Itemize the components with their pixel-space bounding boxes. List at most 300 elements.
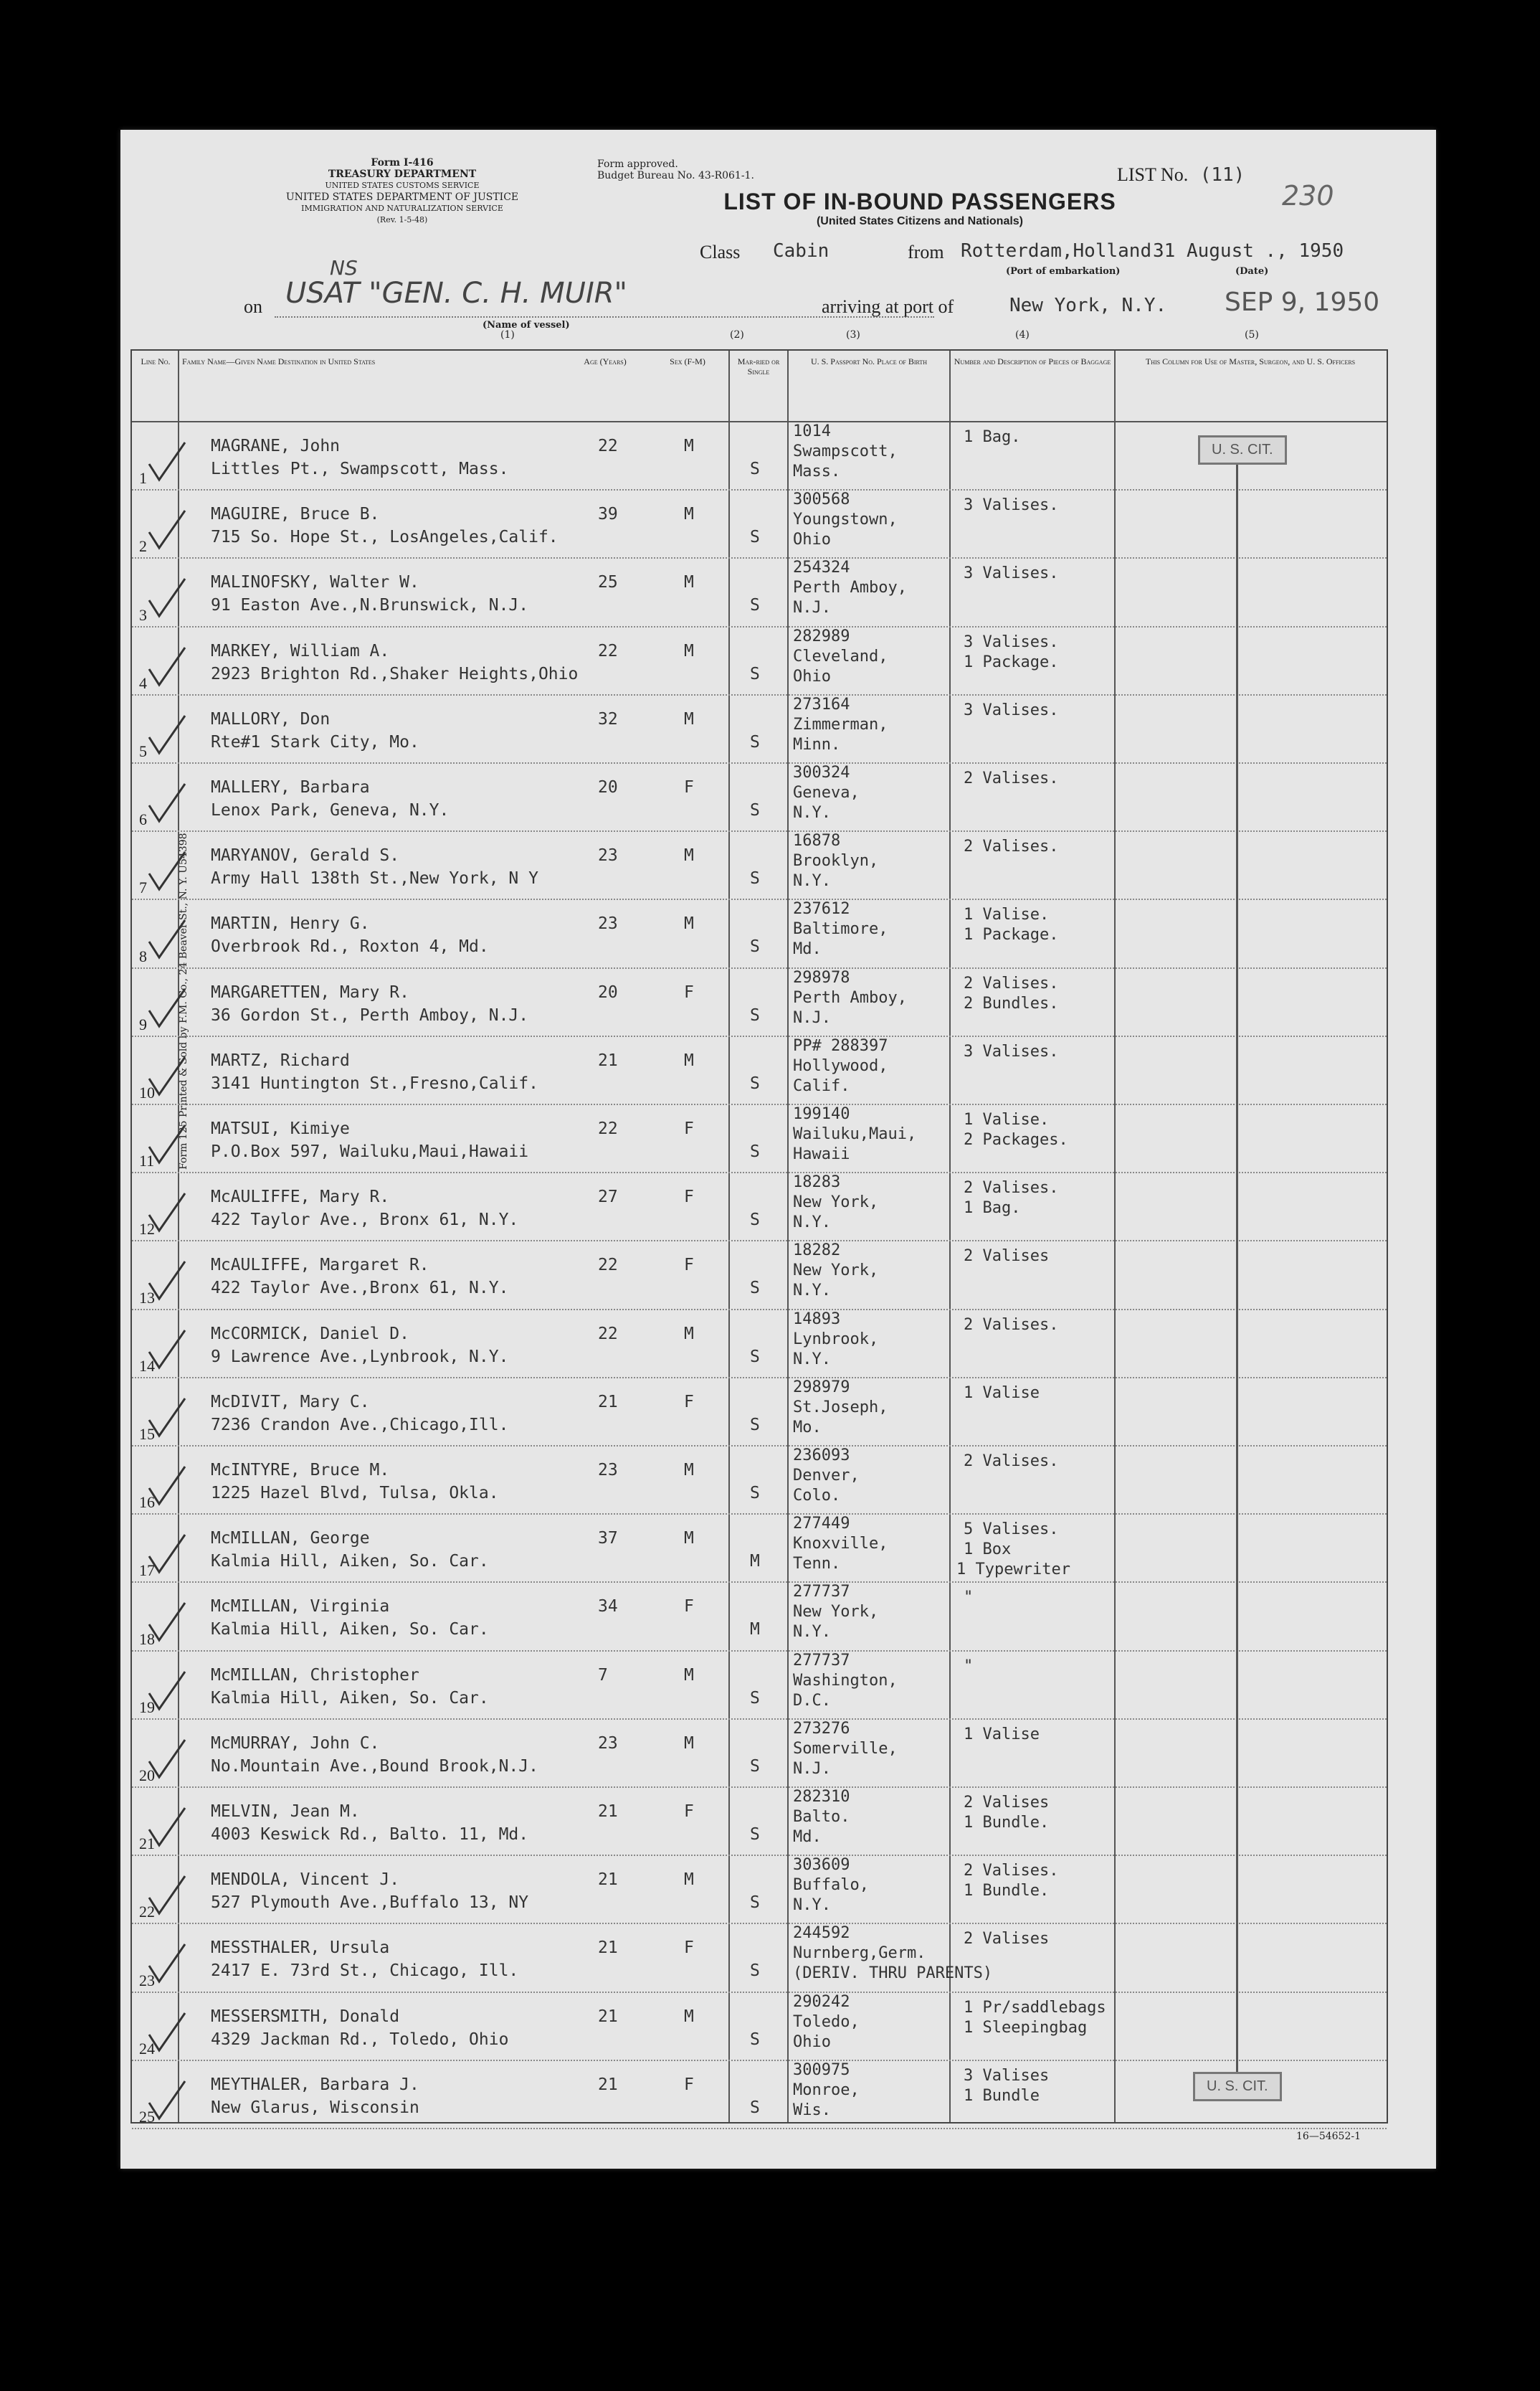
birthplace: Washington, [793,1671,898,1690]
embarkation-port: Rotterdam,Holland [961,240,1152,262]
on-label: on [244,296,262,317]
passenger-sex: M [684,1461,694,1479]
check-mark-icon [146,645,186,688]
birthplace-line2: Ohio [793,2032,831,2051]
treasury-label: TREASURY DEPARTMENT [328,169,477,180]
passenger-sex: F [684,1188,694,1207]
check-mark-icon [146,986,186,1029]
us-cit-stamp-bottom: U. S. CIT. [1193,2072,1282,2101]
birthplace-line2: N.Y. [793,804,831,822]
birthplace-line2: N.Y. [793,1350,831,1368]
passenger-name: MARYANOV, Gerald S. [211,846,400,866]
date-label: (Date) [1235,266,1269,277]
passenger-age: 39 [598,505,618,524]
vessel-name: USAT "GEN. C. H. MUIR" [285,277,627,310]
passenger-address: Kalmia Hill, Aiken, So. Car. [211,1688,489,1708]
vessel-annotation: NS [330,256,358,280]
marital-status: S [750,1005,760,1025]
birthplace: Zimmerman, [793,715,888,734]
line-number: 6 [139,810,147,829]
table-row [132,1447,1387,1515]
line-number: 18 [139,1629,155,1648]
passenger-sex: M [684,1665,694,1685]
check-mark-icon [146,713,186,756]
table-row [132,559,1387,627]
baggage-description: 2 Valises. [964,1179,1059,1198]
passenger-name: McMILLAN, George [211,1529,370,1548]
passport-number: 300975 [793,2060,850,2079]
birthplace: Youngstown, [793,511,898,529]
passenger-sex: M [684,641,694,661]
birthplace-line2: Ohio [793,667,831,686]
passenger-address: 9 Lawrence Ave.,Lynbrook, N.Y. [211,1347,509,1366]
line-number: 7 [139,879,147,897]
passenger-sex: F [684,1597,694,1616]
col-number-3: (3) [846,329,860,341]
passenger-address: 4329 Jackman Rd., Toledo, Ohio [211,2030,509,2049]
passenger-address: No.Mountain Ave.,Bound Brook,N.J. [211,1756,538,1776]
table-row [132,1993,1387,2061]
marital-status: S [750,1142,760,1161]
passenger-sex: F [684,983,694,1002]
passenger-age: 37 [598,1529,618,1548]
birthplace: Baltimore, [793,920,888,939]
table-row [132,1720,1387,1788]
passenger-address: Rte#1 Stark City, Mo. [211,732,419,752]
table-row [132,696,1387,764]
class-label: Class [700,242,741,262]
passenger-name: McINTYRE, Bruce M. [211,1461,390,1479]
table-row [132,1583,1387,1651]
passenger-sex: M [684,1324,694,1343]
birthplace: Buffalo, [793,1876,869,1895]
birthplace: New York, [793,1193,879,1212]
birthplace-line2: Tenn. [793,1555,841,1573]
passenger-age: 23 [598,846,618,866]
baggage-description: 2 Valises. [964,770,1059,787]
line-number: 5 [139,742,147,760]
passport-number: 236093 [793,1447,850,1464]
baggage-description: 3 Valises [964,2066,1050,2085]
passport-number: 277737 [793,1651,850,1670]
passenger-table [130,349,1388,2124]
passenger-name: McAULIFFE, Mary R. [211,1188,390,1207]
passenger-address: 2417 E. 73rd St., Chicago, Ill. [211,1961,519,1981]
passport-number: 303609 [793,1856,850,1875]
check-mark-icon [146,1873,186,1916]
birthplace: Monroe, [793,2080,860,2099]
passenger-age: 21 [598,1870,618,1890]
birthplace-line2: Md. [793,940,822,959]
table-row [132,1310,1387,1378]
passport-number: 273276 [793,1719,850,1738]
passenger-address: 3141 Huntington St.,Fresno,Calif. [211,1074,538,1093]
passenger-address: 422 Taylor Ave.,Bronx 61, N.Y. [211,1279,509,1298]
birthplace-line2: Calif. [793,1076,850,1095]
passport-number: 298979 [793,1378,850,1396]
passenger-address: Overbrook Rd., Roxton 4, Md. [211,937,489,957]
line-number: 13 [139,1288,155,1307]
passenger-sex: M [684,573,694,592]
table-row [132,1378,1387,1447]
birthplace: Balto. [793,1808,850,1826]
passenger-age: 21 [598,1802,618,1821]
passenger-sex: M [684,437,694,455]
baggage-description-2: 1 Bag. [964,1199,1021,1218]
table-row [132,1924,1387,1992]
birthplace: Hollywood, [793,1056,888,1075]
col-header-name: Family Name—Given Name Destination in United States [182,356,376,366]
marital-status: S [750,801,760,820]
passenger-address: Kalmia Hill, Aiken, So. Car. [211,1620,489,1639]
birthplace: Cleveland, [793,647,888,666]
passenger-age: 22 [598,641,618,661]
baggage-description: 1 Valise [964,1725,1040,1743]
passport-number: 277737 [793,1583,850,1601]
passport-number: 298978 [793,968,850,987]
passenger-age: 20 [598,778,618,797]
marital-status: S [750,1893,760,1913]
birthplace: Toledo, [793,2012,860,2031]
marital-status: S [750,869,760,889]
passenger-sex: F [684,2075,694,2094]
check-mark-icon [146,781,186,824]
baggage-description: 2 Valises. [964,1452,1059,1470]
justice-label: UNITED STATES DEPARTMENT OF JUSTICE [285,191,519,203]
table-row [132,1652,1387,1720]
line-number: 8 [139,947,147,965]
baggage-description: " [964,1657,974,1675]
passenger-sex: M [684,1529,694,1548]
passenger-name: McCORMICK, Daniel D. [211,1324,409,1343]
passenger-name: MATSUI, Kimiye [211,1119,350,1138]
passenger-name: MAGUIRE, Bruce B. [211,505,380,524]
passenger-age: 34 [598,1597,618,1616]
check-mark-icon [146,1669,186,1712]
baggage-description-2: 1 Bundle. [964,1814,1050,1832]
passenger-name: MELVIN, Jean M. [211,1802,360,1821]
passenger-sex: F [684,1256,694,1275]
check-mark-icon [146,1805,186,1848]
birthplace: Lynbrook, [793,1330,879,1348]
passenger-name: MARKEY, William A. [211,641,390,661]
line-number: 12 [139,1220,155,1239]
baggage-description: 3 Valises. [964,496,1059,515]
passenger-age: 21 [598,1392,618,1411]
passenger-address: 36 Gordon St., Perth Amboy, N.J. [211,1005,529,1025]
birthplace-line2: Colo. [793,1487,841,1505]
passenger-age: 21 [598,2075,618,2094]
passenger-name: MEYTHALER, Barbara J. [211,2075,419,2094]
baggage-description: 1 Bag. [964,428,1021,446]
passenger-name: McMILLAN, Christopher [211,1665,419,1685]
passenger-address: P.O.Box 597, Wailuku,Maui,Hawaii [211,1142,529,1161]
line-number: 3 [139,605,147,624]
col-header-married: Mar-ried or Single [737,356,780,377]
check-mark-icon [146,508,186,551]
col-number-2: (2) [730,329,744,341]
passenger-age: 23 [598,914,618,934]
passport-number: 282989 [793,627,850,645]
baggage-description: 3 Valises. [964,564,1059,583]
marital-status: S [750,1074,760,1093]
passenger-address: Littles Pt., Swampscott, Mass. [211,460,509,478]
passenger-name: MENDOLA, Vincent J. [211,1870,400,1890]
passport-number: 237612 [793,900,850,919]
passenger-age: 23 [598,1733,618,1753]
line-number: 19 [139,1698,155,1716]
passenger-address: Army Hall 138th St.,New York, N Y [211,869,538,889]
marital-status: S [750,664,760,683]
us-cit-stamp-top: U. S. CIT. [1198,435,1287,465]
passenger-sex: M [684,914,694,934]
baggage-description-2: 2 Bundles. [964,994,1059,1013]
marital-status: S [750,1961,760,1981]
marital-status: S [750,1415,760,1434]
check-mark-icon [146,440,186,483]
marital-status: S [750,1756,760,1776]
table-row [132,1173,1387,1241]
baggage-description: 2 Valises [964,1247,1050,1266]
passenger-sex: M [684,709,694,729]
passenger-age: 23 [598,1461,618,1479]
check-mark-icon [146,1190,186,1234]
line-number: 21 [139,1834,155,1853]
birthplace: Somerville, [793,1739,898,1758]
birthplace-line2: N.J. [793,599,831,617]
check-mark-icon [146,1737,186,1780]
check-mark-icon [146,1259,186,1302]
line-number: 22 [139,1903,155,1921]
from-label: from [908,242,944,262]
birthplace: St.Joseph, [793,1398,888,1416]
passport-number: 300568 [793,491,850,509]
birthplace-line2: N.Y. [793,1213,831,1232]
line-number: 1 [139,469,147,488]
baggage-description: 2 Valises [964,1794,1050,1812]
passport-number: PP# 288397 [793,1036,888,1055]
table-row [132,1105,1387,1173]
passenger-age: 27 [598,1188,618,1207]
baggage-description-3: 1 Typewriter [956,1561,1070,1579]
marital-status: S [750,1484,760,1502]
marital-status: S [750,1211,760,1230]
baggage-description: 2 Valises. [964,838,1059,856]
passenger-name: MARGARETTEN, Mary R. [211,983,409,1002]
us-cit-line [1236,440,1238,2079]
passport-number: 290242 [793,1992,850,2011]
marital-status: S [750,2030,760,2049]
baggage-description: 1 Valise. [964,1111,1050,1129]
check-mark-icon [146,576,186,619]
passenger-sex: M [684,505,694,524]
passenger-address: Lenox Park, Geneva, N.Y. [211,801,450,820]
passport-number: 1014 [793,422,831,440]
table-row [132,1856,1387,1924]
table-row [132,900,1387,968]
departure-date: 31 August ., 1950 [1153,240,1344,262]
birthplace-line2: (DERIV. THRU PARENTS) [793,1964,993,1983]
line-number: 9 [139,1015,147,1033]
passenger-sex: M [684,1870,694,1890]
passport-number: 273164 [793,695,850,714]
budget-bureau: Budget Bureau No. 43-R061-1. [597,170,754,181]
passenger-name: MARTZ, Richard [211,1051,350,1070]
passenger-address: New Glarus, Wisconsin [211,2098,419,2117]
baggage-description-2: 2 Packages. [964,1131,1068,1149]
table-row [132,764,1387,832]
line-number: 11 [139,1152,155,1170]
birthplace: Perth Amboy, [793,988,907,1007]
passenger-address: 91 Easton Ave.,N.Brunswick, N.J. [211,596,529,615]
line-number: 10 [139,1083,155,1102]
arrival-date-stamp: SEP 9, 1950 [1225,288,1380,317]
passenger-age: 22 [598,1256,618,1275]
passenger-age: 20 [598,983,618,1002]
birthplace-line2: Minn. [793,735,841,754]
table-row [132,1037,1387,1105]
page-stamp: 230 [1282,180,1334,212]
page-subtitle: (United States Citizens and Nationals) [816,215,1024,227]
line-number: 14 [139,1356,155,1375]
check-mark-icon [146,849,186,892]
birthplace: Geneva, [793,784,860,802]
marital-status: S [750,460,760,478]
col-header-sex: Sex (F-M) [670,356,705,366]
passenger-sex: M [684,1051,694,1070]
passenger-name: MESSTHALER, Ursula [211,1938,390,1958]
baggage-description: 5 Valises. [964,1520,1059,1539]
birthplace-line2: Mo. [793,1418,822,1436]
marital-status: M [750,1552,760,1571]
birthplace: Brooklyn, [793,852,879,871]
col-number-1: (1) [500,329,515,341]
passenger-address: 2923 Brighton Rd.,Shaker Heights,Ohio [211,664,579,683]
table-row [132,1241,1387,1310]
table-row [132,1515,1387,1583]
col-number-4: (4) [1015,329,1030,341]
baggage-description: 3 Valises. [964,701,1059,719]
line-number: 4 [139,673,147,692]
check-mark-icon [146,1122,186,1165]
birthplace-line2: Hawaii [793,1145,850,1163]
list-number: (11) [1199,164,1245,186]
passport-number: 300324 [793,764,850,782]
passenger-age: 21 [598,1938,618,1958]
line-number: 15 [139,1424,155,1443]
passenger-name: MESSERSMITH, Donald [211,2007,400,2026]
passenger-age: 21 [598,2007,618,2026]
check-mark-icon [146,1327,186,1370]
footer-code: 16—54652-1 [1296,2131,1361,2142]
check-mark-icon [146,917,186,960]
baggage-description-2: 1 Package. [964,926,1059,944]
customs-label: UNITED STATES CUSTOMS SERVICE [325,181,480,190]
passenger-name: McAULIFFE, Margaret R. [211,1256,429,1275]
col-header-passport: U. S. Passport No. Place of Birth [810,356,928,366]
vessel-label: (Name of vessel) [483,320,570,331]
marital-status: S [750,1825,760,1844]
revision-label: (Rev. 1-5-48) [376,215,428,224]
check-mark-icon [146,2078,186,2121]
passenger-name: MALLERY, Barbara [211,778,370,797]
birthplace-line2: Md. [793,1828,822,1846]
passport-number: 16878 [793,832,841,851]
passenger-name: McDIVIT, Mary C. [211,1392,370,1411]
passenger-name: McMILLAN, Virginia [211,1597,390,1616]
line-number: 25 [139,2107,155,2126]
baggage-description-2: 1 Sleepingbag [964,2018,1088,2037]
passenger-sex: F [684,1938,694,1958]
birthplace-line2: N.Y. [793,1623,831,1642]
marital-status: S [750,1347,760,1366]
passenger-age: 21 [598,1051,618,1070]
passenger-age: 32 [598,709,618,729]
passport-number: 199140 [793,1105,850,1123]
birthplace: Denver, [793,1467,860,1485]
arriving-label: arriving at port of [822,296,954,317]
passport-number: 254324 [793,559,850,577]
passenger-address: 527 Plymouth Ave.,Buffalo 13, NY [211,1893,529,1913]
printer-side-text: Form 125 Printed & Sold by F.M. Co., 24 Beaver St., N. Y. U54398 [178,833,189,1170]
birthplace-line2: N.Y. [793,872,831,891]
list-label: LIST No. [1117,164,1189,185]
birthplace-line2: Wis. [793,2101,831,2119]
check-mark-icon [146,2010,186,2053]
passenger-age: 22 [598,1119,618,1138]
form-approved: Form approved. [597,158,678,170]
baggage-description: " [964,1589,974,1607]
marital-status: S [750,1688,760,1708]
marital-status: S [750,1279,760,1298]
check-mark-icon [146,1941,186,1984]
passport-number: 14893 [793,1310,841,1328]
passenger-sex: F [684,1802,694,1821]
birthplace-line2: N.J. [793,1008,831,1027]
passport-number: 18283 [793,1173,841,1192]
col-header-baggage: Number and Description of Pieces of Baggage [954,356,1111,366]
baggage-description: 1 Pr/saddlebags [964,1998,1106,2017]
passenger-name: MAGRANE, John [211,437,341,455]
table-row [132,969,1387,1037]
baggage-description: 2 Valises. [964,974,1059,993]
birthplace-line2: D.C. [793,1691,831,1710]
birthplace: Perth Amboy, [793,579,907,597]
passport-number: 277449 [793,1515,850,1533]
birthplace: Swampscott, [793,442,898,460]
baggage-description-2: 1 Bundle [964,2086,1040,2105]
line-number: 2 [139,537,147,556]
line-number: 20 [139,1766,155,1784]
passport-number: 18282 [793,1241,841,1260]
col-header-line: Line No. [141,356,171,366]
passenger-sex: M [684,2007,694,2026]
marital-status: S [750,937,760,957]
page-title: LIST OF IN-BOUND PASSENGERS [723,189,1116,214]
baggage-description: 2 Valises. [964,1862,1059,1880]
baggage-description: 1 Valise [964,1383,1040,1402]
birthplace: Nurnberg,Germ. [793,1944,926,1963]
passenger-address: 4003 Keswick Rd., Balto. 11, Md. [211,1825,529,1844]
passenger-address: 1225 Hazel Blvd, Tulsa, Okla. [211,1484,499,1502]
birthplace: Wailuku,Maui, [793,1125,917,1143]
col-header-officers: This Column for Use of Master, Surgeon, and U. S. Officers [1145,356,1356,366]
passenger-sex: M [684,846,694,866]
passport-number: 244592 [793,1924,850,1943]
baggage-description-2: 1 Box [964,1540,1012,1559]
line-number: 24 [139,2039,155,2058]
line-number: 17 [139,1561,155,1580]
